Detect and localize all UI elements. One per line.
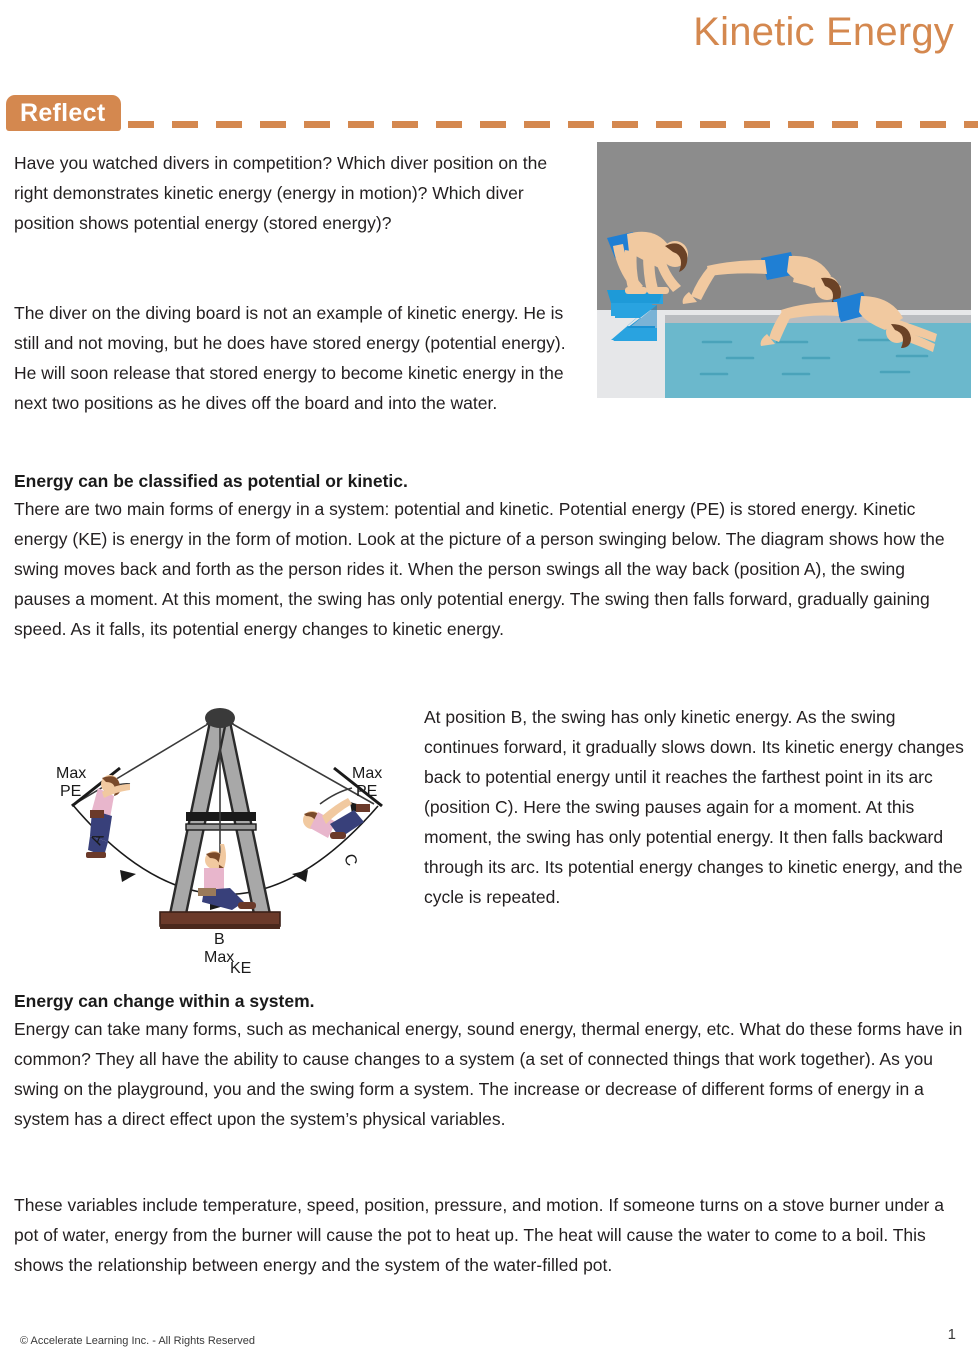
intro-paragraph-2: The diver on the diving board is not an example of kinetic energy. He is still and not moving, but he does have stored energy (potential energy). He will soon release that stored energy to become kinetic energy in the next two positions as he dives off the board and into the water. <box>14 303 566 413</box>
heading-potential-or-kinetic: Energy can be classified as potential or kinetic. <box>14 471 408 491</box>
label-max-pe-left-line1: Max <box>56 765 87 782</box>
footer-page-number: 1 <box>947 1326 956 1343</box>
label-position-c: C <box>340 851 360 869</box>
label-max-ke-line1: Max <box>204 949 235 966</box>
reflect-banner <box>0 95 978 137</box>
label-max-ke-line2: KE <box>230 960 252 977</box>
swing-arc-diagram <box>34 684 416 977</box>
label-position-a: A <box>87 831 108 848</box>
reflect-dashed-rule <box>128 121 978 128</box>
body-energy-change-system-2: These variables include temperature, speed, position, pressure, and motion. If someone turns on a stove burner under a pot of water, energy from the burner will cause the pot to heat up. The heat will cause the water to come to a boil. This shows the relationship between energy and the system of the water-filled pot. <box>14 1195 944 1275</box>
heading-energy-change-system: Energy can change within a system. <box>14 991 315 1011</box>
swing-side-body: At position B, the swing has only kinetic energy. As the swing continues forward, it gradually slows down. Its kinetic energy changes back to potential energy until it reaches the farthest point in its arc (position C). Here the swing pauses again for a moment. At this moment, the swing has only potential energy. It then falls backward through its arc. Its potential energy changes to kinetic energy, and the cycle is repeated. <box>424 707 964 907</box>
intro-paragraph-1: Have you watched divers in competition? Which diver position on the right demonstrates kinetic energy (energy in motion)? Which diver position shows potential energy (stored energy)? <box>14 153 548 233</box>
label-max-pe-right-line2: PE <box>356 783 378 800</box>
label-position-b: B <box>214 931 225 948</box>
body-potential-or-kinetic: There are two main forms of energy in a system: potential and kinetic. Potential energy (PE) is stored energy. Kinetic energy (KE) is energy in the form of motion. Look at the picture of a person swinging below. The diagram shows how the swing moves back and forth as the person rides it. When the person swings all the way back (position A), the swing pauses a moment. At this moment, the swing has only potential energy. The swing then falls forward, gradually gaining speed. As it falls, its potential energy changes to kinetic energy. <box>14 499 945 639</box>
diver-sequence-illustration <box>597 142 971 398</box>
footer-copyright: © Accelerate Learning Inc. - All Rights Reserved <box>20 1335 255 1347</box>
label-max-pe-left-line2: PE <box>60 783 82 800</box>
label-max-pe-right-line1: Max <box>352 765 383 782</box>
reflect-tab-label: Reflect <box>6 95 121 131</box>
page-title: Kinetic Energy <box>693 10 954 54</box>
body-energy-change-system-1: Energy can take many forms, such as mechanical energy, sound energy, thermal energy, etc. What do these forms have in common? They all have the ability to cause changes to a system (a set of connected things that work together). As you swing on the playground, you and the swing form a system. The increase or decrease of different forms of energy in a system has a direct effect upon the system’s physical variables. <box>14 1019 963 1129</box>
